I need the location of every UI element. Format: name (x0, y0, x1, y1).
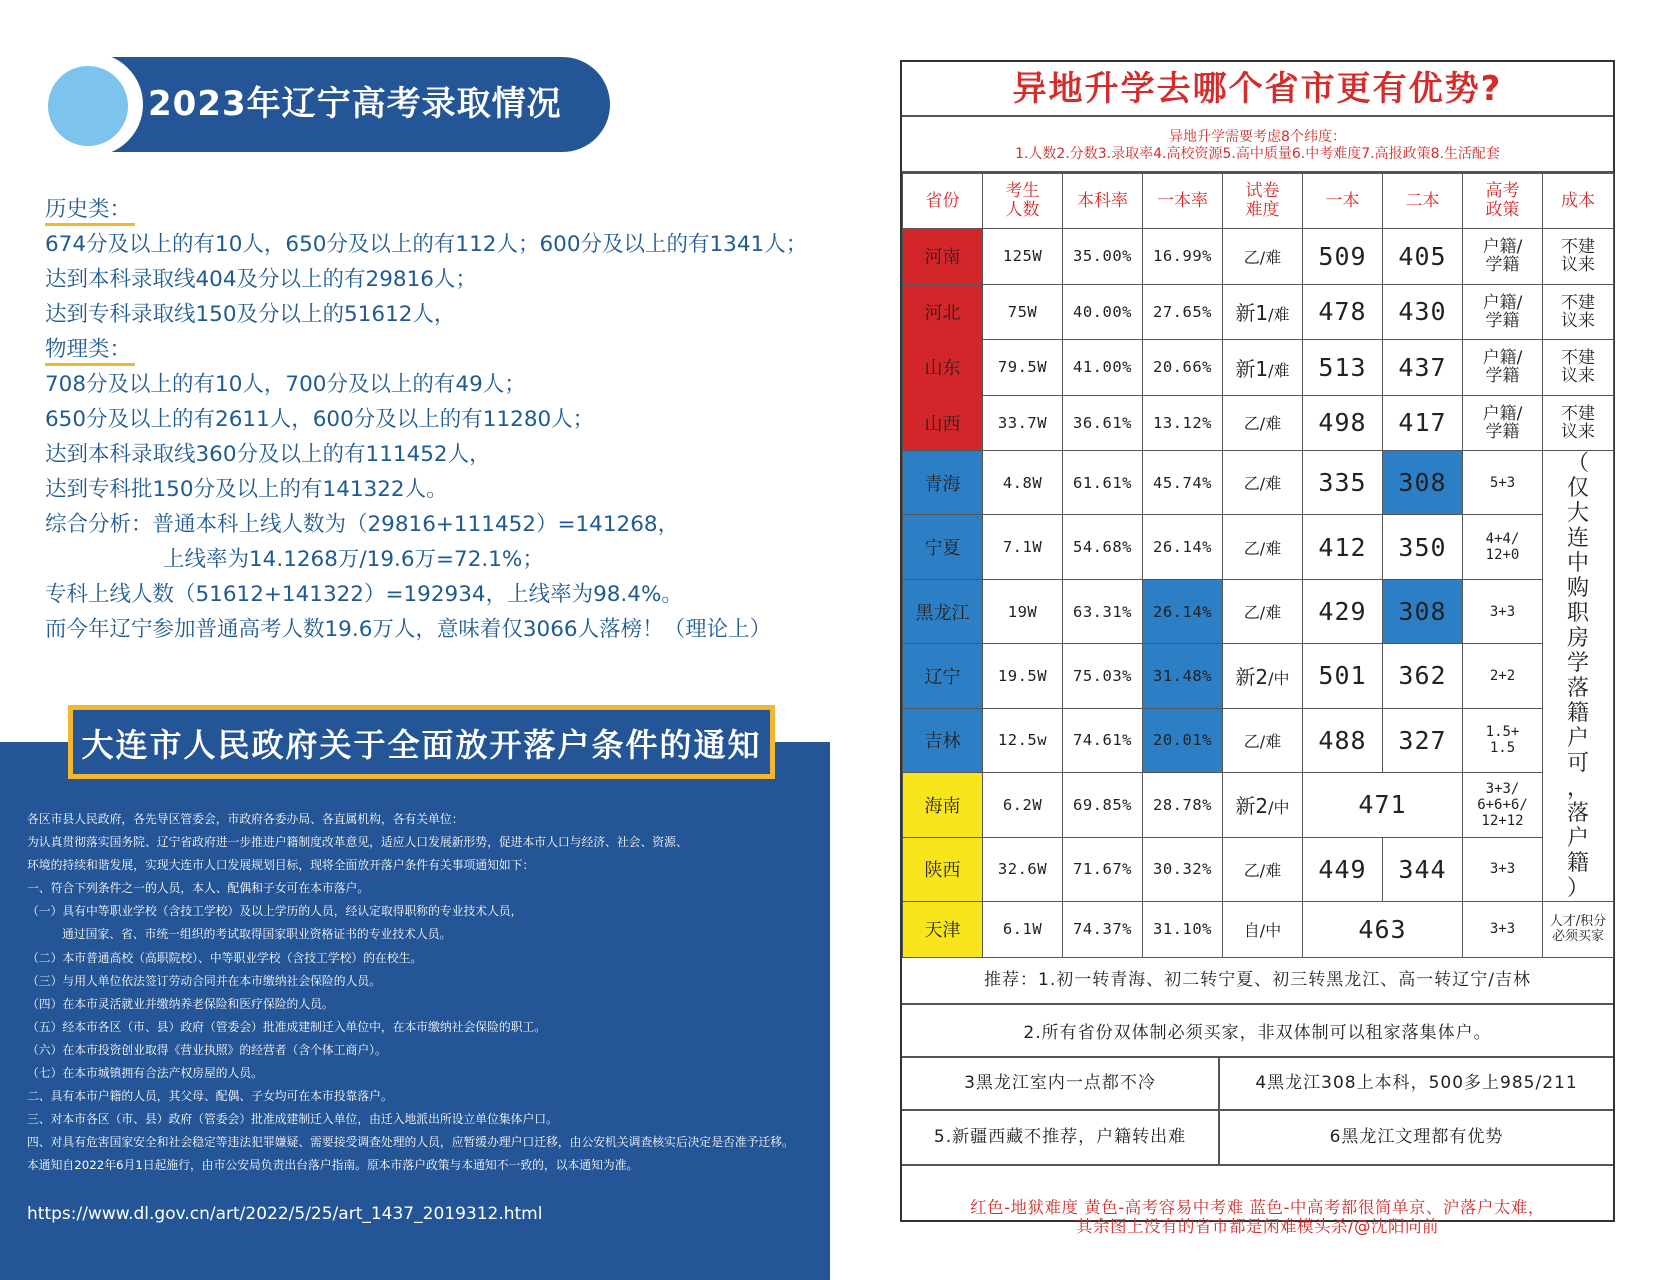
note-4: 4黑龙江308上本科，500多上985/211 (1218, 1057, 1613, 1110)
tier2-score-cell: 308 (1383, 451, 1463, 515)
notice-url-link[interactable]: https://www.dl.gov.cn/art/2022/5/25/art_1437_2019312.html (27, 1204, 543, 1224)
tier2-score-cell: 437 (1383, 340, 1463, 396)
table-row (903, 708, 1614, 772)
tier1-score-cell: 488 (1303, 708, 1383, 772)
difficulty-cell (1223, 451, 1303, 515)
tier1-rate-cell: 16.99% (1143, 229, 1223, 285)
history-line: 达到本科录取线404及分以上的有29816人； (45, 267, 477, 292)
difficulty-level: /难 (1259, 247, 1282, 267)
difficulty-level: /中 (1268, 669, 1290, 689)
table-row (903, 515, 1614, 579)
table-row (903, 229, 1614, 285)
table-row (903, 284, 1614, 340)
province-cell: 吉林 (903, 708, 983, 772)
undergrad-rate-cell: 61.61% (1063, 451, 1143, 515)
difficulty-level: /难 (1259, 731, 1282, 751)
examinee-count-cell: 33.7W (983, 395, 1063, 451)
province-cell: 河南 (903, 229, 983, 285)
history-line: 达到专科录取线150及分以上的51612人， (45, 302, 456, 327)
stats-block (45, 192, 845, 647)
notice-title-box (68, 705, 775, 779)
tier1-score-cell: 412 (1303, 515, 1383, 579)
analysis-line: 上线率为14.1268万/19.6万=72.1%； (163, 547, 544, 572)
note-row (902, 1005, 1613, 1058)
province-cell: 青海 (903, 451, 983, 515)
note-6: 6黑龙江文理都有优势 (1218, 1110, 1613, 1165)
undergrad-rate-cell: 35.00% (1063, 229, 1143, 285)
undergrad-rate-cell: 71.67% (1063, 837, 1143, 901)
physics-heading: 物理类： (45, 332, 131, 367)
analysis-line: 而今年辽宁参加普通高考人数19.6万人，意味着仅3066人落榜！（理论上） (45, 617, 772, 642)
tier1-rate-cell: 31.10% (1143, 902, 1223, 958)
header-cell: 一本率 (1143, 174, 1223, 229)
header-cell: 考生 人数 (983, 174, 1063, 229)
notes-block (902, 952, 1613, 1236)
province-cell: 辽宁 (903, 644, 983, 708)
difficulty-type: 乙 (1243, 603, 1260, 623)
difficulty-type: 自 (1243, 920, 1260, 940)
tier1-score-cell: 501 (1303, 644, 1383, 708)
tier2-score-cell: 417 (1383, 395, 1463, 451)
undergrad-rate-cell: 69.85% (1063, 773, 1143, 837)
difficulty-level: /难 (1259, 603, 1282, 623)
table-row (903, 644, 1614, 708)
physics-line: 650分及以上的有2611人，600分及以上的有11280人； (45, 407, 595, 432)
notice-line: 为认真贯彻落实国务院、辽宁省政府进一步推进户籍制度改革意见，适应人口发展新形势，促进本市人口与经济、社会、资源、 (27, 835, 688, 850)
difficulty-type: 乙 (1243, 474, 1260, 494)
province-cell: 宁夏 (903, 515, 983, 579)
policy-cell: 3+3 (1463, 579, 1543, 643)
difficulty-cell (1223, 395, 1303, 451)
policy-cell: 4+4/ 12+0 (1463, 515, 1543, 579)
examinee-count-cell: 7.1W (983, 515, 1063, 579)
notice-body (27, 808, 807, 1178)
examinee-count-cell: 75W (983, 284, 1063, 340)
legend-line: 其余图上没有的省市都是闲难模头杀/@沈阳向前 (1075, 1217, 1440, 1236)
tier2-score-cell: 405 (1383, 229, 1463, 285)
notice-line: （七）在本市城镇拥有合法产权房屋的人员。 (27, 1066, 263, 1081)
difficulty-type: 新2 (1235, 665, 1269, 690)
undergrad-rate-cell: 74.61% (1063, 708, 1143, 772)
tier1-score-cell: 429 (1303, 579, 1383, 643)
table-row (903, 773, 1614, 837)
note-3: 3黑龙江室内一点都不冷 (964, 1073, 1156, 1093)
tier1-score-cell: 513 (1303, 340, 1383, 396)
analysis-line: 专科上线人数（51612+141322）=192934，上线率为98.4%。 (45, 582, 683, 607)
header-cell: 试卷 难度 (1223, 174, 1303, 229)
table-row (903, 579, 1614, 643)
policy-cell: 1.5+ 1.5 (1463, 708, 1543, 772)
table-row (903, 395, 1614, 451)
legend-line: 红色-地狱难度 黄色-高考容易中考难 蓝色-中高考都很简单京、沪落户太难， (970, 1198, 1545, 1217)
tier1-rate-cell: 28.78% (1143, 773, 1223, 837)
examinee-count-cell: 32.6W (983, 837, 1063, 901)
notice-line: 三、对本市各区（市、县）政府（管委会）批准成建制迁入单位，由迁入地派出所设立单位集体户口。 (27, 1112, 558, 1127)
tier1-score-cell: 449 (1303, 837, 1383, 901)
difficulty-level: /难 (1259, 860, 1282, 880)
examinee-count-cell: 6.1W (983, 902, 1063, 958)
table-row (903, 837, 1614, 901)
difficulty-cell (1223, 284, 1303, 340)
policy-cell: 3+3 (1463, 837, 1543, 901)
notice-line: 二、具有本市户籍的人员，其父母、配偶、子女均可在本市投靠落户。 (27, 1089, 393, 1104)
cost-cell: 不建 议来 (1543, 229, 1614, 285)
physics-line: 达到本科录取线360分及以上的有111452人， (45, 442, 491, 467)
difficulty-cell (1223, 515, 1303, 579)
tier1-rate-cell: 20.66% (1143, 340, 1223, 396)
province-cell: 山西 (903, 395, 983, 451)
difficulty-level: /难 (1268, 360, 1290, 380)
province-cell: 河北 (903, 284, 983, 340)
cost-cell: 不建 议来 (1543, 395, 1614, 451)
tier2-score-cell: 344 (1383, 837, 1463, 901)
comparison-subtitle (902, 117, 1613, 173)
note-2: 2.所有省份双体制必须买家，非双体制可以租家落集体户。 (1023, 1023, 1492, 1043)
history-line: 674分及以上的有10人，650分及以上的有112人；600分及以上的有1341人； (45, 232, 808, 257)
tier2-score-cell: 430 (1383, 284, 1463, 340)
notice-line: （二）本市普通高校（高职院校）、中等职业学校（含技工学校）的在校生。 (27, 950, 423, 965)
province-cell: 陕西 (903, 837, 983, 901)
undergrad-rate-cell: 40.00% (1063, 284, 1143, 340)
note-5: 5.新疆西藏不推荐，户籍转出难 (933, 1127, 1187, 1147)
policy-cell: 户籍/ 学籍 (1463, 395, 1543, 451)
tier1-rate-cell: 30.32% (1143, 837, 1223, 901)
notice-line: （四）在本市灵活就业并缴纳养老保险和医疗保险的人员。 (27, 996, 334, 1011)
difficulty-level: /难 (1259, 538, 1282, 558)
difficulty-type: 新2 (1235, 794, 1269, 819)
undergrad-rate-cell: 41.00% (1063, 340, 1143, 396)
notice-title: 大连市人民政府关于全面放开落户条件的通知 (81, 726, 762, 764)
difficulty-type: 乙 (1243, 731, 1260, 751)
policy-cell: 5+3 (1463, 451, 1543, 515)
notice-line: 通过国家、省、市统一组织的考试取得国家职业资格证书的专业技术人员。 (62, 927, 452, 942)
tier2-score-cell: 327 (1383, 708, 1463, 772)
dalian-vertical-note: （ 仅 大 连 中 购 职 房 学 落 籍 户 可 ， 落 户 籍 ） (1543, 451, 1614, 902)
recommend-note: 推荐：1.初一转青海、初二转宁夏、初三转黑龙江、高一转辽宁/吉林 (984, 970, 1531, 990)
physics-line: 达到专科批150分及以上的有141322人。 (45, 477, 448, 502)
merged-score-cell: 463 (1303, 902, 1463, 958)
difficulty-level: /中 (1259, 920, 1282, 940)
tier1-score-cell: 498 (1303, 395, 1383, 451)
tier1-score-cell: 478 (1303, 284, 1383, 340)
policy-cell: 户籍/ 学籍 (1463, 229, 1543, 285)
cost-cell: 不建 议来 (1543, 340, 1614, 396)
province-cell: 黑龙江 (903, 579, 983, 643)
difficulty-type: 乙 (1243, 860, 1260, 880)
comparison-title: 异地升学去哪个省市更有优势? (902, 62, 1613, 117)
difficulty-cell (1223, 837, 1303, 901)
note-row (902, 1111, 1613, 1166)
examinee-count-cell: 19.5W (983, 644, 1063, 708)
tier2-score-cell: 350 (1383, 515, 1463, 579)
province-cell: 海南 (903, 773, 983, 837)
difficulty-cell (1223, 644, 1303, 708)
header-cell: 成本 (1543, 174, 1614, 229)
tier1-rate-cell: 31.48% (1143, 644, 1223, 708)
tier1-rate-cell: 45.74% (1143, 451, 1223, 515)
notice-line: （三）与用人单位依法签订劳动合同并在本市缴纳社会保险的人员。 (27, 973, 381, 988)
analysis-line: 综合分析：普通本科上线人数为（29816+111452）=141268， (45, 512, 680, 537)
table-header-row (903, 174, 1614, 229)
examinee-count-cell: 12.5w (983, 708, 1063, 772)
header-cell: 本科率 (1063, 174, 1143, 229)
province-cell: 天津 (903, 902, 983, 958)
examinee-count-cell: 4.8W (983, 451, 1063, 515)
difficulty-type: 新1 (1235, 301, 1269, 326)
province-cell: 山东 (903, 340, 983, 396)
header-cell: 高考 政策 (1463, 174, 1543, 229)
examinee-count-cell: 79.5W (983, 340, 1063, 396)
cost-cell: 人才/积分 必须买家 (1543, 902, 1614, 958)
tier2-score-cell: 308 (1383, 579, 1463, 643)
policy-cell: 户籍/ 学籍 (1463, 340, 1543, 396)
note-row (902, 1058, 1613, 1111)
policy-cell: 户籍/ 学籍 (1463, 284, 1543, 340)
tier1-score-cell: 335 (1303, 451, 1383, 515)
table-row (903, 340, 1614, 396)
notice-line: （五）经本市各区（市、县）政府（管委会）批准成建制迁入单位中，在本市缴纳社会保险的职工。 (27, 1019, 547, 1034)
notice-line: 环境的持续和谐发展，实现大连市人口发展规划目标，现将全面放开落户条件有关事项通知如下： (27, 858, 535, 873)
tier2-score-cell: 362 (1383, 644, 1463, 708)
examinee-count-cell: 6.2W (983, 773, 1063, 837)
page-title: 2023年辽宁高考录取情况 (148, 84, 562, 124)
difficulty-cell (1223, 579, 1303, 643)
difficulty-cell (1223, 708, 1303, 772)
header-cell: 省份 (903, 174, 983, 229)
tier1-rate-cell: 26.14% (1143, 579, 1223, 643)
table-row (903, 902, 1614, 958)
tier1-rate-cell: 20.01% (1143, 708, 1223, 772)
difficulty-type: 新1 (1235, 356, 1269, 381)
notice-line: 各区市县人民政府，各先导区管委会，市政府各委办局、各直属机构，各有关单位： (27, 812, 464, 826)
policy-cell: 3+3/ 6+6+6/ 12+12 (1463, 773, 1543, 837)
physics-line: 708分及以上的有10人，700分及以上的有49人； (45, 372, 526, 397)
difficulty-level: /难 (1259, 474, 1282, 494)
merged-score-cell: 471 (1303, 773, 1463, 837)
notice-line: （一）具有中等职业学校（含技工学校）及以上学历的人员，经认定取得职称的专业技术人员， (27, 904, 523, 919)
examinee-count-cell: 125W (983, 229, 1063, 285)
subtitle-line: 1.人数2.分数3.录取率4.高校资源5.高中质量6.中考难度7.高报政策8.生活配套 (1015, 146, 1500, 162)
history-heading: 历史类： (45, 192, 131, 227)
policy-cell: 3+3 (1463, 902, 1543, 958)
tier1-rate-cell: 13.12% (1143, 395, 1223, 451)
province-table (902, 173, 1614, 958)
difficulty-cell (1223, 229, 1303, 285)
notice-line: （六）在本市投资创业取得《营业执照》的经营者（含个体工商户）。 (27, 1042, 387, 1057)
difficulty-cell (1223, 773, 1303, 837)
cost-cell: 不建 议来 (1543, 284, 1614, 340)
tier1-rate-cell: 26.14% (1143, 515, 1223, 579)
undergrad-rate-cell: 74.37% (1063, 902, 1143, 958)
undergrad-rate-cell: 75.03% (1063, 644, 1143, 708)
examinee-count-cell: 19W (983, 579, 1063, 643)
policy-cell: 2+2 (1463, 644, 1543, 708)
difficulty-level: /难 (1259, 414, 1282, 434)
notice-line: 本通知自2022年6月1日起施行，由市公安局负责出台落户指南。原本市落户政策与本通知不一致的，以本通知为准。 (27, 1158, 639, 1173)
legend-note (902, 1166, 1613, 1236)
tier1-rate-cell: 27.65% (1143, 284, 1223, 340)
undergrad-rate-cell: 36.61% (1063, 395, 1143, 451)
undergrad-rate-cell: 54.68% (1063, 515, 1143, 579)
title-circle (48, 66, 128, 146)
header-cell: 一本 (1303, 174, 1383, 229)
header-cell: 二本 (1383, 174, 1463, 229)
table-row (903, 451, 1614, 515)
difficulty-cell (1223, 902, 1303, 958)
difficulty-type: 乙 (1243, 538, 1260, 558)
difficulty-level: /难 (1268, 305, 1290, 325)
notice-line: 四、对具有危害国家安全和社会稳定等违法犯罪嫌疑、需要接受调查处理的人员，应暂缓办理户口迁移，由公安机关调查核实后决定是否准予迁移。 (27, 1135, 794, 1150)
notice-line: 一、符合下列条件之一的人员，本人、配偶和子女可在本市落户。 (27, 881, 370, 896)
note-row (902, 952, 1613, 1005)
undergrad-rate-cell: 63.31% (1063, 579, 1143, 643)
difficulty-type: 乙 (1243, 414, 1260, 434)
subtitle-line: 异地升学需要考虑8个纬度： (1169, 129, 1346, 145)
difficulty-level: /中 (1268, 798, 1290, 818)
comparison-panel (900, 60, 1615, 1236)
difficulty-cell (1223, 340, 1303, 396)
difficulty-type: 乙 (1243, 247, 1260, 267)
tier1-score-cell: 509 (1303, 229, 1383, 285)
